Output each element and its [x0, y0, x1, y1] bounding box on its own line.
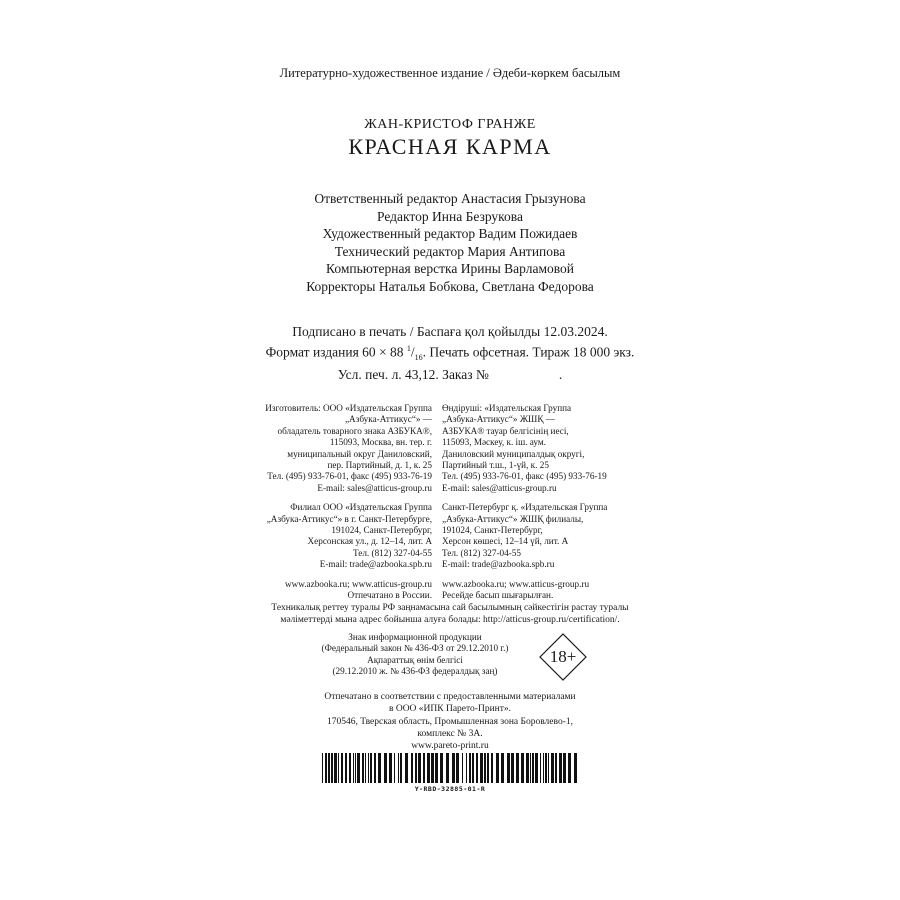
printer-line: в ООО «ИПК Парето-Принт».	[388, 704, 512, 715]
credit-line: Корректоры Наталья Бобкова, Светлана Федорова	[306, 278, 594, 294]
barcode-bar	[555, 753, 557, 783]
manufacturer-line: муниципальный округ Даниловский,	[287, 448, 432, 459]
branch-line: 191024, Санкт-Петербург,	[442, 525, 543, 536]
info-product-sign	[300, 632, 530, 677]
manufacturer-line: пер. Партийный, д. 1, к. 25	[327, 460, 432, 471]
barcode-number: Y-RBD-32885-01-R	[414, 785, 486, 793]
barcode-bar	[551, 753, 554, 783]
barcode-bar	[507, 753, 510, 783]
barcode-bar	[328, 753, 330, 783]
barcode-bar	[400, 753, 402, 783]
credit-line: Художественный редактор Вадим Пожидаев	[322, 226, 578, 241]
barcode-bar	[325, 753, 327, 783]
barcode-bar	[530, 753, 531, 783]
certification-line: Техникалық реттеу туралы РФ заңнамасына сай басылымның сәйкестігін растау туралы	[271, 603, 629, 613]
branch-block	[246, 502, 432, 570]
print-signed-line: Подписано в печать / Баспаға қол қойылды 12.03.2024.	[292, 324, 608, 339]
credit-line: Редактор Инна Безрукова	[377, 208, 523, 224]
manufacturer-line: Партийный т.ш., 1-үй, к. 25	[442, 460, 549, 471]
branch-line: 191024, Санкт-Петербург,	[331, 525, 432, 536]
barcode-bar	[446, 753, 449, 783]
barcode-bar	[415, 753, 417, 783]
printed-in-line: Ресейде басып шығарылған.	[442, 590, 554, 601]
website-block	[442, 579, 642, 602]
barcode-bar	[341, 753, 343, 783]
barcode-bar	[496, 753, 499, 783]
barcode-bar	[568, 753, 571, 783]
barcode-bar	[516, 753, 519, 783]
barcode-bar	[378, 753, 381, 783]
printer-line: Отпечатано в соответствии с предоставленными материалами	[324, 692, 576, 702]
printer-line: комплекс № 3А.	[417, 728, 483, 739]
barcode-bar	[362, 753, 364, 783]
barcode-bar	[563, 753, 566, 783]
barcode-bar	[405, 753, 408, 783]
manufacturer-kazakh-column	[442, 403, 642, 610]
barcode-bar	[548, 753, 549, 783]
credit-line: Технический редактор Мария Антипова	[334, 243, 566, 259]
manufacturer-line: „Азбука-Аттикус“» ЖШҚ —	[442, 414, 555, 425]
barcode-bar	[427, 753, 430, 783]
print-format-line: Формат издания 60 × 88 $^1/_{16}$. Печать офсетная. Тираж 18 000 экз.	[265, 344, 635, 363]
age-rating-label: 18+	[549, 647, 577, 666]
barcode-bar	[574, 753, 577, 783]
book-title: КРАСНАЯ КАРМА	[348, 134, 552, 159]
barcode-bar	[456, 753, 459, 783]
barcode-bar	[331, 753, 333, 783]
barcode-bar	[462, 753, 463, 783]
manufacturer-line: 115093, Мәскеу, к. іш. аум.	[442, 437, 546, 448]
manufacturer-russian-column	[246, 403, 432, 610]
age-rating-badge	[539, 633, 587, 681]
manufacturer-line: E-mail: sales@atticus-group.ru	[317, 482, 432, 493]
manufacturer-line: „Азбука-Аттикус“» —	[344, 414, 432, 425]
barcode-bar	[511, 753, 514, 783]
printer-info	[0, 691, 900, 752]
printer-line: 170546, Тверская область, Промышленная зона Боровлево-1,	[327, 716, 573, 727]
branch-line: Тел. (812) 327-04-55	[442, 547, 521, 558]
certification-line: мәліметтерді мына адрес бойынша алуға болады: http://atticus-group.ru/certification/.	[280, 615, 620, 625]
manufacturer-line: Изготовитель: ООО «Издательская Группа	[265, 403, 432, 413]
barcode-bar	[491, 753, 493, 783]
barcode-bar	[418, 753, 421, 783]
barcode-bar	[355, 753, 356, 783]
branch-line: Санкт-Петербург қ. «Издательская Группа	[442, 502, 608, 513]
barcode-bar	[349, 753, 351, 783]
barcode-bar	[532, 753, 534, 783]
website-line: www.azbooka.ru; www.atticus-group.ru	[442, 578, 590, 589]
barcode-bar	[423, 753, 425, 783]
barcode-bar	[389, 753, 392, 783]
branch-line: Тел. (812) 327-04-55	[353, 547, 432, 558]
barcode-bar	[431, 753, 434, 783]
manufacturer-line: Даниловский муниципалдық округі,	[442, 448, 585, 459]
certification-note	[0, 602, 900, 626]
barcode-bar	[559, 753, 562, 783]
barcode-bar	[487, 753, 489, 783]
branch-line: „Азбука-Аттикус“» в г. Санкт-Петербурге,	[266, 513, 432, 524]
manufacturer-block	[442, 403, 642, 494]
manufacturer-line: Өндіруші: «Издательская Группа	[442, 403, 572, 413]
barcode-bar	[368, 753, 369, 783]
barcode-bar	[484, 753, 486, 783]
barcode-bar	[543, 753, 544, 783]
info-sign-line: Ақпараттық өнім белгісі	[367, 654, 463, 665]
barcode-bar	[535, 753, 538, 783]
barcode-bar	[469, 753, 471, 783]
branch-line: Филиал ООО «Издательская Группа	[290, 502, 432, 513]
manufacturer-line: обладатель товарного знака АЗБУКА®,	[277, 425, 432, 436]
branch-line: Херсонская ул., д. 12–14, лит. А	[307, 536, 432, 547]
barcode-bar	[435, 753, 438, 783]
author-name: ЖАН-КРИСТОФ ГРАНЖЕ	[364, 117, 536, 132]
printed-in-line: Отпечатано в России.	[347, 590, 432, 601]
manufacturer-line: 115093, Москва, вн. тер. г.	[329, 437, 432, 448]
barcode-bar	[365, 753, 366, 783]
website-block	[246, 579, 432, 602]
barcode-bar	[472, 753, 474, 783]
info-sign-line: (29.12.2010 ж. № 436-ФЗ федералдық заң)	[332, 665, 498, 676]
branch-block	[442, 502, 642, 570]
manufacturer-line: Тел. (495) 933-76-01, факс (495) 933-76-19	[267, 471, 432, 482]
barcode-bar	[345, 753, 347, 783]
manufacturer-block	[246, 403, 432, 494]
barcode-bar	[334, 753, 337, 783]
print-info-block	[0, 323, 900, 383]
manufacturer-line: E-mail: sales@atticus-group.ru	[442, 482, 557, 493]
barcode-bar	[374, 753, 376, 783]
barcode-bar	[370, 753, 372, 783]
printer-line: www.pareto-print.ru	[411, 741, 489, 752]
branch-line: „Азбука-Аттикус“» ЖШҚ филиалы,	[442, 513, 584, 524]
barcode-bar	[322, 753, 323, 783]
print-order-line: Усл. печ. л. 43,12. Заказ № .	[337, 367, 563, 383]
genre-line: Литературно-художественное издание / Әдеби-көркем басылым	[279, 66, 621, 80]
barcode	[322, 753, 578, 783]
barcode-bar	[394, 753, 395, 783]
barcode-bar	[540, 753, 541, 783]
manufacturer-line: АЗБУКА® тауар белгісінің иесі,	[442, 425, 569, 436]
barcode-bar	[398, 753, 399, 783]
barcode-bar	[521, 753, 524, 783]
barcode-bar	[452, 753, 455, 783]
barcode-bar	[526, 753, 529, 783]
credits-block	[0, 190, 900, 295]
barcode-bar	[338, 753, 339, 783]
barcode-bar	[357, 753, 360, 783]
manufacturer-line: Тел. (495) 933-76-01, факс (495) 933-76-19	[442, 471, 607, 482]
barcode-bar	[384, 753, 387, 783]
barcode-bar	[476, 753, 478, 783]
branch-line: Херсон көшесі, 12–14 үй, лит. А	[442, 536, 569, 547]
branch-line: E-mail: trade@azbooka.spb.ru	[319, 559, 432, 570]
barcode-bar	[501, 753, 504, 783]
branch-line: E-mail: trade@azbooka.spb.ru	[442, 559, 555, 570]
barcode-bar	[353, 753, 354, 783]
barcode-bar	[480, 753, 483, 783]
info-sign-line: (Федеральный закон № 436-ФЗ от 29.12.2010 г.)	[321, 643, 509, 654]
barcode-bar	[466, 753, 467, 783]
credit-line: Ответственный редактор Анастасия Грызунова	[314, 191, 586, 206]
barcode-bar	[440, 753, 443, 783]
barcode-bar	[411, 753, 413, 783]
website-line: www.azbooka.ru; www.atticus-group.ru	[284, 578, 432, 589]
credit-line: Компьютерная верстка Ирины Варламовой	[326, 261, 574, 276]
info-sign-line: Знак информационной продукции	[348, 632, 482, 642]
barcode-bar	[545, 753, 547, 783]
